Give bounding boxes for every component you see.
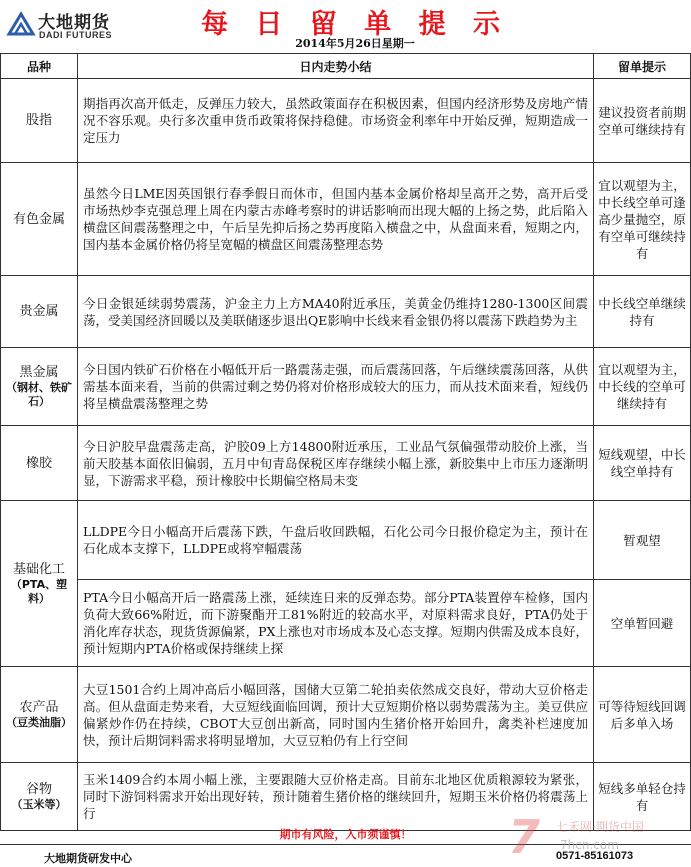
- summary-cell: 今日金银延续弱势震荡，沪金主力上方MA40附近承压，美黄金仍维持1280-1300区间震荡，受美国经济回暖以及美联储逐步退出QE影响中长线来看金银仍将以震荡下跌趋势为主: [78, 276, 594, 348]
- summary-cell: 虽然今日LME因英国银行春季假日而休市，但国内基本金属价格却呈高开之势，高开后受市场热炒李克强总理上周在内蒙古赤峰考察时的讲话影响而出现大幅的上扬之势，此后陷入横盘区间震荡整理之中，午后呈先抑后扬之势再度陷入横盘之中，从盘面来看，短期之内，国内基本金属价格仍将呈宽幅的横盘区间震荡整理态势: [78, 163, 594, 276]
- col-header-tip: 留单提示: [594, 54, 691, 79]
- table-row: [1, 580, 691, 667]
- table-row: [1, 348, 691, 426]
- summary-cell: 玉米1409合约本周小幅上涨，主要跟随大豆价格走高。目前东北地区优质粮源较为紧张，同时下游饲料需求开始出现好转，预计随着生猪价格的继续回升，短期玉米价格仍将震荡上行: [78, 763, 594, 831]
- table-header-row: [1, 54, 691, 79]
- logo-cn-text: 大地期货: [38, 13, 110, 33]
- logo-en-text: DADI FUTURES: [39, 30, 112, 40]
- category-cell: [1, 426, 78, 501]
- category-name: 有色金属: [12, 211, 65, 227]
- category-name: 农产品: [19, 700, 59, 715]
- category-cell: [1, 763, 78, 831]
- category-sub: （豆类油脂）: [6, 716, 72, 729]
- category-cell: [1, 276, 78, 348]
- risk-warning: 期市有风险，入市须谨慎！: [279, 828, 412, 841]
- logo-mark-icon: [6, 10, 36, 38]
- tip-cell: 暂观望: [594, 501, 691, 580]
- category-name: 股指: [25, 113, 52, 128]
- category-cell: [1, 501, 78, 667]
- tip-cell: 空单暂回避: [594, 580, 691, 667]
- category-cell: [1, 79, 78, 163]
- watermark-name: 七禾网·期货中国: [556, 820, 644, 834]
- category-name: 黑金属: [19, 365, 59, 380]
- watermark-url: 7hcn.com: [560, 838, 619, 852]
- category-cell: [1, 348, 78, 426]
- category-sub: （钢材、铁矿石）: [6, 381, 72, 408]
- tip-cell: 宜以观望为主，中长线的空单可继续持有: [594, 348, 691, 426]
- col-header-summary: 日内走势小结: [78, 54, 594, 79]
- table-row: [1, 163, 691, 276]
- page-title: 每 日 留 单 提 示: [201, 9, 509, 40]
- tip-cell: 可等待短线回调后多单入场: [594, 667, 691, 763]
- category-cell: [1, 163, 78, 276]
- footer-org: 大地期货研发中心: [44, 852, 132, 865]
- summary-cell: 今日国内铁矿石价格在小幅低开后一路震荡走强，而后震荡回落，午后继续震荡回落，从供需基本面来看，当前的供需过剩之势仍将对价格形成较大的压力，而从技术面来看，短线仍将呈横盘震荡整理之势: [78, 348, 594, 426]
- category-name: 基础化工: [12, 562, 65, 577]
- watermark-logo-icon: 7: [508, 810, 541, 864]
- tip-cell: 宜以观望为主，中长线空单可逢高少量抛空，原有空单可继续持有: [594, 163, 691, 276]
- company-logo: [6, 8, 156, 44]
- summary-cell: 大豆1501合约上周冲高后小幅回落，国储大豆第二轮拍卖依然成交良好，带动大豆价格走高。但从盘面走势来看，大豆短线面临回调，预计大豆短期价格以弱势震荡为主。美豆供应偏紧炒作仍在持续，CBOT大豆创出新高，同时国内生猪价格开始回升，禽类补栏速度加快，预计后期饲料需求将明显增加，大豆豆粕仍有上行空间: [78, 667, 594, 763]
- footer-phone: 0571-85161073: [556, 850, 634, 862]
- col-header-category: 品种: [1, 54, 78, 79]
- tip-cell: 短线多单轻仓持有: [594, 763, 691, 831]
- report-table: [0, 53, 691, 831]
- summary-cell: 期指再次高开低走，反弹压力较大，虽然政策面存在积极因素，但国内经济形势及房地产情况不容乐观。央行多次重申货币政策将保持稳健。市场资金利率年中开始反弹，短期造成一定压力: [78, 79, 594, 163]
- summary-cell: LLDPE今日小幅高开后震荡下跌，午盘后收回跌幅，石化公司今日报价稳定为主，预计在石化成本支撑下，LLDPE或将窄幅震荡: [78, 501, 594, 580]
- category-sub: （玉米等）: [11, 798, 67, 811]
- tip-cell: 中长线空单继续持有: [594, 276, 691, 348]
- header: [0, 0, 691, 52]
- category-name: 谷物: [25, 782, 52, 797]
- table-row: [1, 426, 691, 501]
- category-name: 贵金属: [19, 304, 59, 319]
- table-row: [1, 79, 691, 163]
- table-row: [1, 501, 691, 580]
- summary-cell: 今日沪胶早盘震荡走高，沪胶09上方14800附近承压，工业品气氛偏强带动胶价上涨，当前天胶基本面依旧偏弱，五月中旬青岛保税区库存继续小幅上涨，新胶集中上市压力逐渐明显，下游需求平稳，预计橡胶中长期偏空格局未变: [78, 426, 594, 501]
- category-cell: [1, 667, 78, 763]
- category-name: 橡胶: [25, 455, 52, 471]
- report-date: 2014年5月26日星期一: [295, 37, 415, 50]
- tip-cell: 短线观望，中长线空单持有: [594, 426, 691, 501]
- table-row: [1, 276, 691, 348]
- tip-cell: 建议投资者前期空单可继续持有: [594, 79, 691, 163]
- summary-cell: PTA今日小幅高开后一路震荡上涨，延续连日来的反弹态势。部分PTA装置停车检修，国内负荷大致66%附近，而下游聚酯开工81%附近的较高水平，对原料需求良好，PTA仍处于消化库存状态，现货货源偏紧，PX上涨也对市场成本及心态支撑。短期内供需及成本良好，预计短期内PTA价格或保持继续上探: [78, 580, 594, 667]
- category-sub: （PTA、塑料）: [10, 578, 68, 605]
- watermark: [508, 806, 690, 866]
- table-row: [1, 667, 691, 763]
